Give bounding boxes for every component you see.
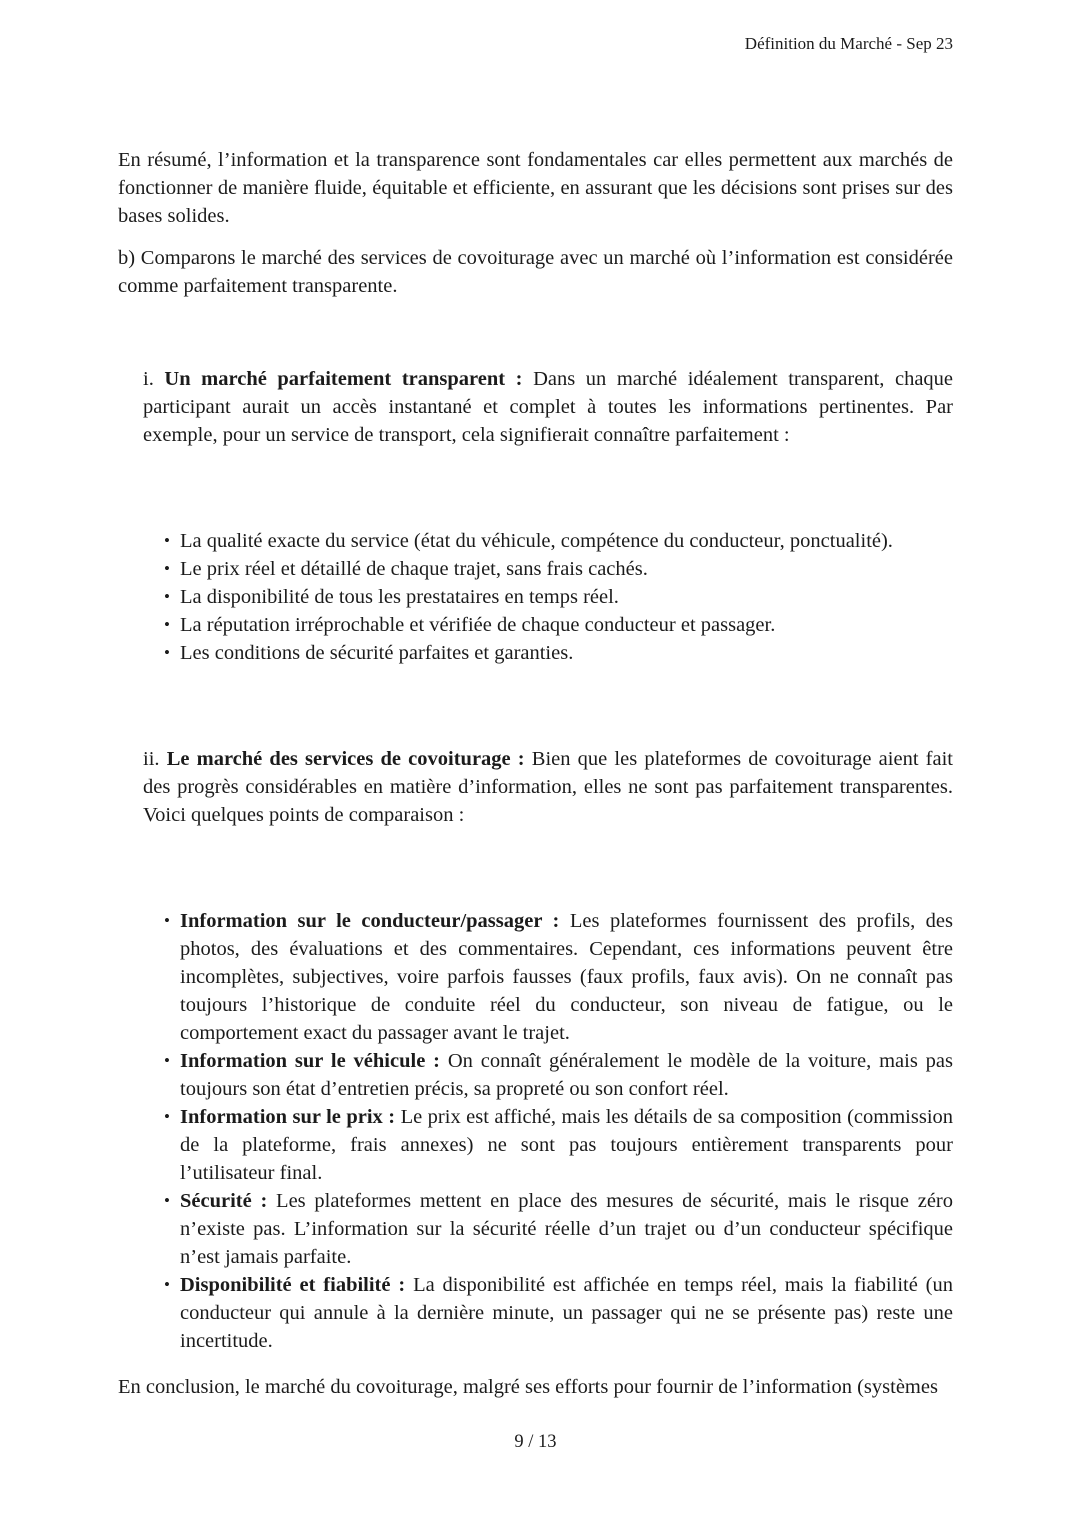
bullet-icon: • <box>164 1275 170 1294</box>
bullet-icon: • <box>164 559 170 578</box>
list-item <box>164 583 953 611</box>
list-item-lead: Sécurité : <box>180 1190 268 1212</box>
bullet-icon: • <box>164 643 170 662</box>
list-item-lead: Disponibilité et fiabilité : <box>180 1274 406 1296</box>
list-item-text: La réputation irréprochable et vérifiée de chaque conducteur et passager. <box>180 614 776 636</box>
enum-text: Dans un marché idéalement transparent, chaque participant aurait un accès instantané et complet à toutes les informations pertinentes. Par exemple, pour un service de transport, cela signifierait connaître parfaitement : <box>143 368 954 446</box>
enum-label: ii. <box>143 748 160 770</box>
list-item-body: Les plateformes mettent en place des mesures de sécurité, mais le risque zéro n’existe pas. L’information sur la sécurité réelle d’un trajet ou d’un conducteur spécifique n’est jamais parfaite. <box>180 1190 954 1268</box>
list-item-body: Les plateformes fournissent des profils, des photos, des évaluations et des commentaires. Cependant, ces informations peuvent être incomplètes, subjectives, voire parfois fausses (faux profils, faux avis). On ne connaît pas toujours l’historique de conduite réel du conducteur, son niveau de fatigue, ou le comportement exact du passager avant le trajet. <box>180 910 954 1044</box>
list-item <box>164 639 953 667</box>
enum-lead: Un marché parfaitement transparent : <box>164 368 523 390</box>
enum-item-i <box>143 365 953 449</box>
list-item-text <box>180 1047 953 1103</box>
list-item <box>164 907 953 1047</box>
list-item-text: Les conditions de sécurité parfaites et garanties. <box>180 642 574 664</box>
page-content <box>118 146 953 1401</box>
list-covoiturage <box>118 907 953 1355</box>
bullet-icon: • <box>164 615 170 634</box>
list-item-lead: Information sur le véhicule : <box>180 1050 440 1072</box>
bullet-icon: • <box>164 1051 170 1070</box>
page-footer <box>118 1430 953 1454</box>
bullet-icon: • <box>164 1191 170 1210</box>
list-item <box>164 527 953 555</box>
header-title: Définition du Marché - Sep 23 <box>744 34 953 53</box>
enum-item-ii <box>143 745 953 829</box>
list-item <box>164 1271 953 1355</box>
list-item <box>164 555 953 583</box>
list-item <box>164 611 953 639</box>
bullet-icon: • <box>164 1107 170 1126</box>
bullet-icon: • <box>164 587 170 606</box>
list-item-text: Le prix réel et détaillé de chaque trajet, sans frais cachés. <box>180 558 648 580</box>
list-item-text <box>180 1103 953 1187</box>
list-item-lead: Information sur le prix : <box>180 1106 396 1128</box>
list-item <box>164 1187 953 1271</box>
list-item <box>164 1103 953 1187</box>
list-item-body: Le prix est affiché, mais les détails de sa composition (commission de la plateforme, frais annexes) ne sont pas toujours entièrement transparents pour l’utilisateur final. <box>180 1106 954 1184</box>
list-item-text <box>180 1187 953 1271</box>
paragraph-resume: En résumé, l’information et la transparence sont fondamentales car elles permettent aux marchés de fonctionner de manière fluide, équitable et efficiente, en assurant que les décisions sont prises sur des bases solides. <box>118 149 953 227</box>
list-item-body: La disponibilité est affichée en temps réel, mais la fiabilité (un conducteur qui annule à la dernière minute, un passager qui ne se présente pas) reste une incertitude. <box>180 1274 954 1352</box>
list-item-text: La qualité exacte du service (état du véhicule, compétence du conducteur, ponctualité). <box>180 530 893 552</box>
bullet-icon: • <box>164 911 170 930</box>
bullet-icon: • <box>164 531 170 550</box>
list-item-text: La disponibilité de tous les prestataires en temps réel. <box>180 586 619 608</box>
list-item-body: On connaît généralement le modèle de la voiture, mais pas toujours son état d’entretien précis, sa propreté ou son confort réel. <box>180 1050 953 1100</box>
list-item-text <box>180 907 953 1047</box>
list-item <box>164 1047 953 1103</box>
list-item-text <box>180 1271 953 1355</box>
list-transparent <box>118 527 953 667</box>
paragraph-conclusion: En conclusion, le marché du covoiturage, malgré ses efforts pour fournir de l’information (systèmes <box>118 1376 938 1398</box>
enum-lead: Le marché des services de covoiturage : <box>166 748 525 770</box>
page-header <box>118 33 953 55</box>
page-number: 9 / 13 <box>514 1432 557 1452</box>
list-item-lead: Information sur le conducteur/passager : <box>180 910 560 932</box>
enum-text: Bien que les plateformes de covoiturage aient fait des progrès considérables en matière d’information, elles ne sont pas parfaitement transparentes. Voici quelques points de comparaison : <box>143 748 953 826</box>
paragraph-b: b) Comparons le marché des services de covoiturage avec un marché où l’information est considérée comme parfaitement transparente. <box>118 247 953 297</box>
enum-label: i. <box>143 368 154 390</box>
